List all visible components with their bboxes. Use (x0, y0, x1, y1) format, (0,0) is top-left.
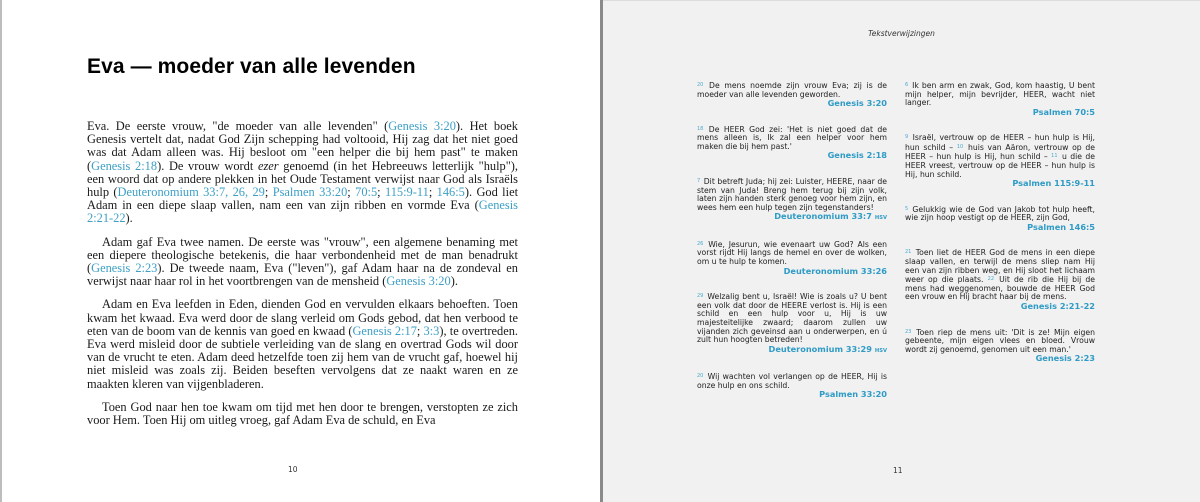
page-number-left: 10 (288, 465, 298, 474)
scripture-link[interactable]: Genesis 3:20 (388, 119, 456, 133)
text-run: ; (428, 185, 437, 200)
running-head: Tekstverwijzingen (868, 29, 935, 38)
reference-entry (905, 248, 1095, 311)
reference-name: Genesis 2:23 (1035, 353, 1095, 364)
body-text (87, 120, 518, 437)
verse-text (697, 372, 887, 390)
text-run: ). Het boek Genesis vertelt dat, nadat God Zijn schepping had voltooid, Hij zag dat het niet goed was dat Adam alleen was. Hij besloot om "een helper die bij hem past" te maken ( (87, 119, 518, 173)
verse-text-run: De mens noemde zijn vrouw Eva; zij is de moeder van alle levenden geworden. (697, 81, 887, 99)
verse-number: 10 (956, 143, 964, 150)
verse-number: 20 (697, 82, 704, 88)
reference-name: Psalmen 146:5 (1027, 221, 1095, 232)
text-run: genoemd (in het Hebreeuws letterlijk "hulp"), een woord dat op andere plekken in het Oude Testament verwijst naar God als Israëls hulp ( (87, 158, 519, 200)
verse-number: 6 (905, 82, 909, 88)
reference-name: Genesis 2:21-22 (1020, 301, 1095, 311)
verse-number: 18 (697, 125, 704, 132)
reference-entry (697, 292, 887, 356)
text-run: ; (347, 185, 356, 200)
paragraph (87, 401, 518, 427)
reference-label (905, 179, 1095, 189)
references-column-right (905, 81, 1095, 380)
verse-text (697, 240, 887, 267)
text-run: ). De vrouw wordt (157, 158, 258, 173)
reference-label (697, 99, 887, 109)
chapter-title: Eva — moeder van alle levenden (87, 55, 416, 78)
reference-label (697, 345, 887, 357)
verse-text (697, 292, 887, 345)
text-run: Toen God naar hen toe kwam om tijd met hen door te brengen, verstopten ze zich voor Hem. Toen Hij om uitleg vroeg, gaf Adam Eva de schuld, en Eva (87, 399, 518, 428)
reference-entry (697, 177, 887, 224)
reference-label (697, 151, 887, 161)
emphasized-word: ezer (257, 158, 279, 173)
verse-number: 7 (697, 177, 701, 184)
reference-name: Genesis 3:20 (827, 98, 887, 109)
verse-text-run: Dit betreft Juda; hij zei: Luister, HEERE, naar de stem van Juda! Breng hem terug bij zijn volk, laten zijn handen sterk genoeg voor hem zijn, en wees hem een hulp tegen zijn tegenstanders! (697, 176, 887, 212)
text-run: ). De tweede naam, Eva ("leven"), gaf Adam haar na de zondeval en verwijst naar haar rol in het voortbrengen van de mensheid ( (87, 261, 518, 289)
reference-name: Psalmen 70:5 (1032, 106, 1095, 117)
verse-text-run: Wij wachten vol verlangen op de HEER, Hij is onze hulp en ons schild. (697, 372, 887, 390)
text-run: Adam en Eva leefden in Eden, dienden God en vervulden elkaars behoeften. Toen kwam het kwaad. Eva werd door de slang verleid om Gods gebod, dat hen verbood te eten van de boom van de kennis van goed en kwaad ( (87, 297, 518, 338)
text-run: ; (377, 185, 385, 200)
scripture-link[interactable]: Genesis 3:20 (386, 274, 451, 289)
scripture-link[interactable]: 70:5 (355, 185, 378, 200)
reference-label (697, 267, 887, 277)
verse-number: 5 (905, 205, 909, 212)
reference-name: Psalmen 115:9-11 (1012, 178, 1095, 189)
references-column-left (697, 81, 887, 416)
verse-text-run: u die de HEER vreest, vertrouw op de HEER – hun hulp is Hij, hun schild. (905, 152, 1096, 179)
verse-number: 20 (697, 373, 704, 380)
verse-number: 21 (905, 249, 912, 256)
verse-text-run: huis van Aäron, vertrouw op de HEER – hun hulp is Hij, hun schild – (905, 142, 1095, 162)
reference-entry (905, 133, 1095, 188)
reference-entry (905, 81, 1095, 117)
reference-entry (697, 240, 887, 276)
reference-label (905, 108, 1095, 118)
verse-text-run: Ik ben arm en zwak, God, kom haastig, U bent mijn helper, mijn bevrijder, HEER, wacht niet langer. (905, 81, 1095, 108)
text-run: ). (125, 211, 133, 226)
reference-name: Deuteronomium 33:26 (783, 265, 887, 276)
verse-number: 9 (905, 134, 909, 141)
scripture-link[interactable]: Psalmen 33:20 (272, 185, 348, 200)
reference-name: Psalmen 33:20 (819, 389, 887, 400)
paragraph (87, 298, 518, 390)
reference-label (905, 354, 1095, 364)
verse-text-run: Welzalig bent u, Israël! Wie is zoals u? U bent een volk dat door de HEERE verlost is. Hij is een schild en een hulp voor u, Hij is uw majesteitelijke zwaard; daarom zullen uw vijanden zich geveinsd aan u onderwerpen, en ú zult hun hoogten betreden! (697, 292, 887, 345)
verse-number: 23 (905, 328, 912, 335)
reference-label (905, 302, 1095, 312)
verse-text-run: De HEER God zei: 'Het is niet goed dat de mens alleen is, Ik zal een helper voor hem maken die bij hem past.' (697, 124, 887, 151)
verse-text-run: Toen liet de HEER God de mens in een diepe slaap vallen, en terwijl de mens sliep nam Hij een van zijn ribben weg, en Hij sloot het lichaam weer op die plaats. (905, 248, 1095, 285)
reference-label (697, 390, 887, 400)
verse-number: 26 (697, 240, 704, 247)
right-page (603, 0, 1200, 502)
reference-entry (905, 328, 1095, 364)
verse-text-run: Wie, Jesurun, wie evenaart uw God? Als een vorst rijdt Hij langs de hemel en over de wolken, om u te hulp te komen. (697, 239, 887, 267)
text-run: ; (264, 185, 273, 200)
text-run: Adam gaf Eva twee namen. De eerste was "vrouw", een algemene benaming met een diepere theologische betekenis, die haar verbondenheid met de man benadrukt ( (87, 234, 518, 276)
scripture-link[interactable]: 115:9-11 (384, 185, 429, 200)
scripture-link[interactable]: Genesis 2:17 (352, 323, 417, 338)
verse-text (697, 81, 887, 99)
verse-text-run: Gelukkig wie de God van Jakob tot hulp heeft, wie zijn hoop vestigt op de HEER, zijn God, (905, 204, 1095, 223)
verse-text-run: Uit de rib die Hij bij de mens had weggenomen, bouwde de HEER God een vrouw en Hij bracht haar bij de mens. (905, 275, 1095, 302)
text-run: ). God liet Adam in een diepe slaap vallen, nam een van zijn ribben en vormde Eva ( (87, 185, 519, 213)
verse-text (905, 81, 1095, 108)
verse-number: 22 (987, 276, 995, 283)
scripture-link[interactable]: Deuteronomium 33:7, 26, 29 (117, 185, 265, 200)
verse-number: 29 (697, 293, 704, 300)
reference-name: Genesis 2:18 (827, 150, 887, 161)
text-run: ), te overtreden. Eva werd misleid door de subtiele verleiding van de slang en overtrad Gods wil door van de vrucht te eten. Adam deed hetzelfde toen zij hem van de vrucht gaf, hoewel hij niet misleid was zoals zij. Beiden beseften vervolgens dat ze naakt waren en ze maakten kleren van vijgenbladeren. (87, 323, 518, 391)
verse-text-run: Israël, vertrouw op de HEER – hun hulp is Hij, hun schild – (905, 133, 1095, 152)
reference-entry (697, 81, 887, 109)
verse-text (905, 133, 1095, 179)
paragraph (87, 236, 518, 289)
scripture-link[interactable]: 3:3 (423, 323, 440, 338)
reference-entry (697, 372, 887, 400)
verse-text (697, 177, 887, 212)
verse-text (905, 328, 1095, 355)
reference-label (697, 212, 887, 224)
paragraph (87, 120, 518, 226)
reference-name: Deuteronomium 33:29 (768, 343, 872, 354)
translation-badge: HSV (874, 347, 887, 354)
reference-label (905, 223, 1095, 233)
reference-name: Deuteronomium 33:7 (774, 211, 872, 222)
text-run: Eva. De eerste vrouw, "de moeder van alle levenden" ( (87, 119, 389, 133)
scripture-link[interactable]: Genesis 2:21-22 (87, 198, 518, 226)
verse-number: 11 (1051, 153, 1058, 160)
text-run: ; (416, 323, 424, 338)
verse-text (905, 248, 1095, 302)
reference-entry (697, 125, 887, 161)
translation-badge: HSV (874, 215, 887, 222)
verse-text (905, 205, 1095, 223)
verse-text (697, 125, 887, 152)
reference-entry (905, 205, 1095, 233)
verse-text-run: Toen riep de mens uit: 'Dit is ze! Mijn eigen gebeente, mijn eigen vlees en bloed. Vrouw wordt zij genoemd, genomen uit een man.' (905, 327, 1095, 354)
scripture-link[interactable]: Genesis 2:23 (91, 261, 158, 276)
text-run: ). (450, 274, 458, 289)
scripture-link[interactable]: Genesis 2:18 (91, 158, 158, 173)
page-number-right: 11 (893, 466, 903, 475)
scripture-link[interactable]: 146:5 (436, 185, 465, 200)
